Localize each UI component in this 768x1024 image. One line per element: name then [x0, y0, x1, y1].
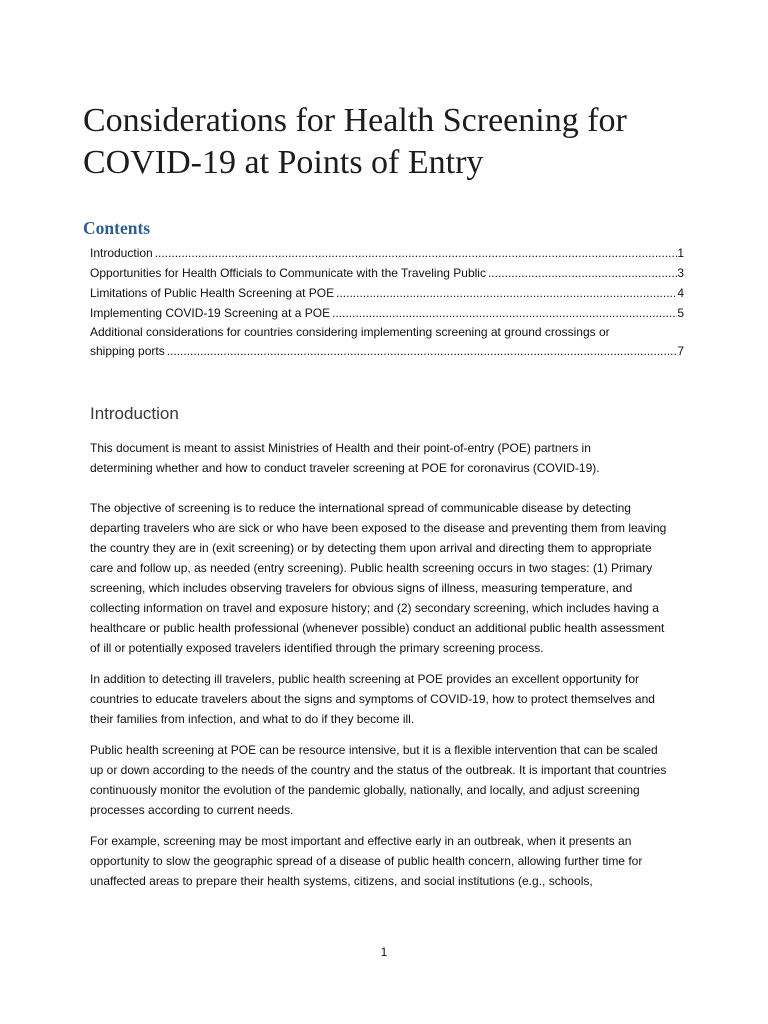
introduction-heading: Introduction: [90, 404, 179, 423]
toc-entry-page: 3: [677, 266, 684, 280]
toc-entry-page: 5: [677, 306, 684, 320]
toc-entry-page: 4: [677, 286, 684, 300]
body-paragraph: This document is meant to assist Ministries of Health and their point-of-entry (POE) partners in determining whether and how to conduct traveler screening at POE for coronavirus (COVID-19).: [90, 441, 600, 475]
body-paragraph: Public health screening at POE can be resource intensive, but it is a flexible intervention that can be scaled up or down according to the needs of the country and the status of the outbreak. It is important that countries continuously monitor the evolution of the pandemic globally, nationally, and locally, and adjust screening processes according to current needs.: [90, 743, 667, 817]
body-paragraph: In addition to detecting ill travelers, public health screening at POE provides an excellent opportunity for countries to educate travelers about the signs and symptoms of COVID-19, how to protect themselves and their families from infection, and what to do if they become ill.: [90, 672, 655, 726]
toc-entry-title: Implementing COVID-19 Screening at a POE: [90, 306, 331, 320]
document-title: Considerations for Health Screening for COVID-19 at Points of Entry: [83, 102, 627, 181]
toc-leader-dots: [334, 283, 677, 303]
toc-entry-additional-considerations[interactable]: [90, 323, 684, 361]
toc-leader-dots: [330, 303, 677, 323]
toc-entry-limitations[interactable]: [90, 283, 684, 303]
toc-entry-title: Introduction: [90, 246, 153, 260]
toc-leader-dots: [486, 263, 677, 283]
toc-entry-page: 7: [677, 344, 684, 358]
toc-entry-introduction[interactable]: [90, 243, 684, 263]
page-number: 1: [380, 945, 388, 959]
contents-heading: Contents: [83, 218, 151, 238]
table-of-contents: [90, 243, 684, 361]
toc-entry-title-line2: shipping ports: [90, 344, 165, 358]
toc-leader-dots: [165, 341, 678, 361]
toc-entry-title: Opportunities for Health Officials to Communicate with the Traveling Public: [90, 266, 486, 280]
toc-entry-implementing[interactable]: [90, 303, 684, 323]
introduction-body: [90, 438, 670, 891]
body-paragraph: The objective of screening is to reduce the international spread of communicable disease by detecting departing travelers who are sick or who have been exposed to the disease and preventing them from leaving the country they are in (exit screening) or by detecting them upon arrival and directing them to appropriate care and follow up, as needed (entry screening). Public health screening occurs in two stages: (1) Primary screening, which includes observing travelers for obvious signs of illness, measuring temperature, and collecting information on travel and exposure history; and (2) secondary screening, which includes having a healthcare or public health professional (whenever possible) conduct an additional public health assessment of ill or potentially exposed travelers identified through the primary screening process.: [90, 501, 667, 655]
toc-entry-title-line1: Additional considerations for countries considering implementing screening at ground crossings or: [90, 325, 610, 339]
body-paragraph: For example, screening may be most important and effective early in an outbreak, when it presents an opportunity to slow the geographic spread of a disease of public health concern, allowing further time for unaffected areas to prepare their health systems, citizens, and social institutions (e.g., schools,: [90, 834, 643, 888]
toc-entry-page: 1: [677, 246, 684, 260]
toc-entry-opportunities[interactable]: [90, 263, 684, 283]
toc-entry-title: Limitations of Public Health Screening at POE: [90, 286, 335, 300]
toc-leader-dots: [153, 243, 678, 263]
